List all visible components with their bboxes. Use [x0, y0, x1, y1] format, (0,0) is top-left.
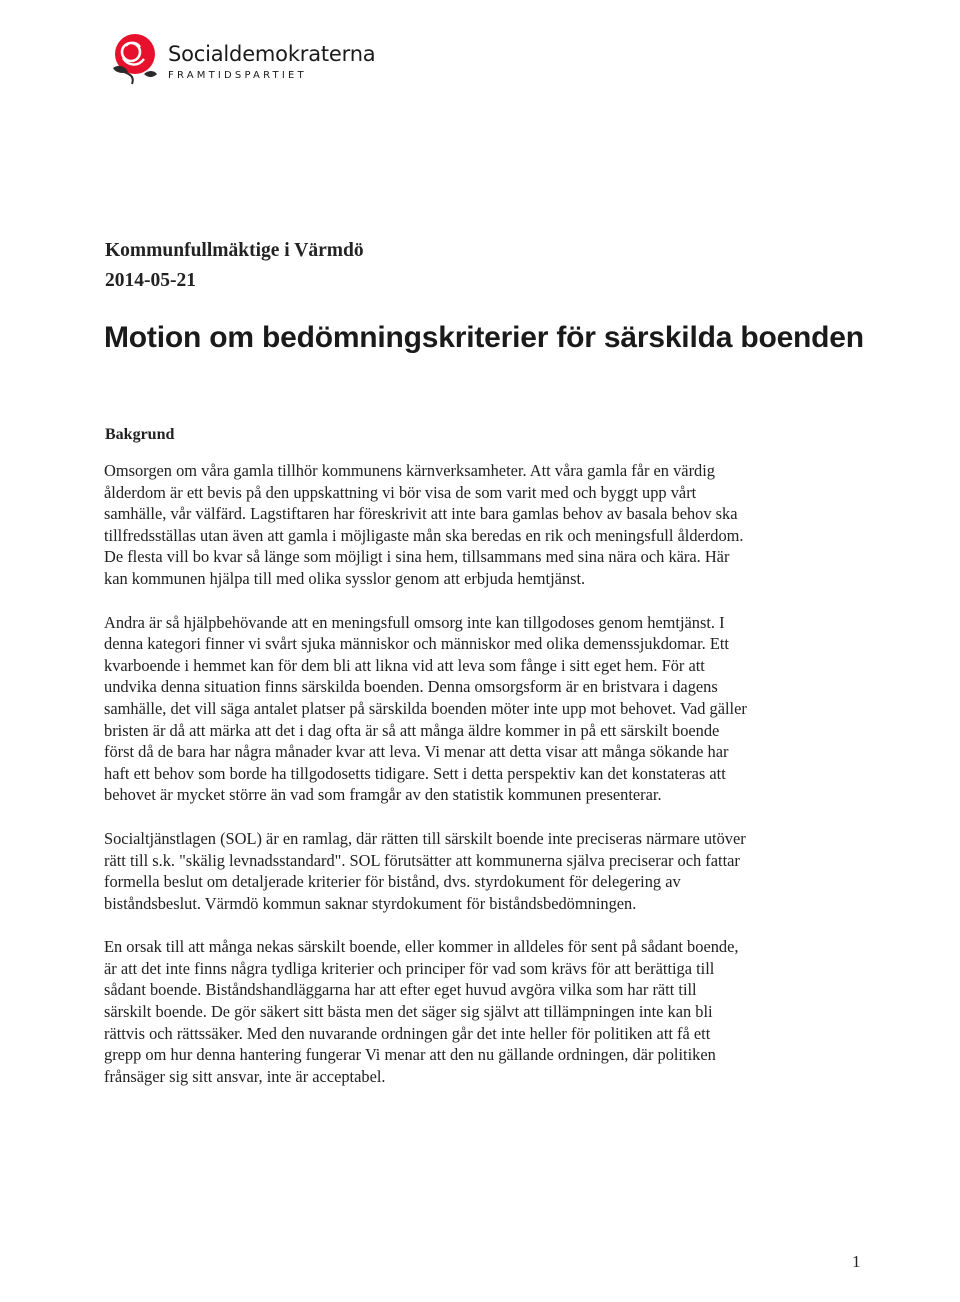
text-line: Andra är så hjälpbehövande att en meningsfull omsorg inte kan tillgodoses genom hemtjänst. I: [104, 612, 725, 632]
text-line: ålderdom är ett bevis på den uppskattning vi bör visa de som varit med och byggt upp vårt: [104, 482, 697, 502]
document-body: [104, 460, 874, 1087]
section-heading: Bakgrund: [105, 426, 175, 443]
text-line: samhälle, det vill säga antalet platser på särskilda boenden möter inte upp mot behovet. Vad gäller: [104, 698, 747, 718]
page-number: 1: [852, 1252, 861, 1271]
text-line: är att det inte finns några tydliga kriterier och principer för vad som krävs för att berättiga till: [104, 958, 715, 978]
text-line: bristen är då att märka att det i dag ofta är så att många äldre kommer in på ett särskilt boende: [104, 720, 720, 740]
text-line: denna kategori finner vi svårt sjuka människor och människor med olika demenssjukdomar. Ett: [104, 634, 729, 654]
rose-logo-icon: [104, 28, 162, 86]
document-title: Motion om bedömningskriterier för särskilda boenden: [104, 321, 864, 354]
text-line: biståndsbeslut. Värmdö kommun saknar styrdokument för biståndsbedömningen.: [104, 893, 637, 913]
text-line: formella beslut om detaljerade kriterier för bistånd, dvs. styrdokument för delegering av: [104, 872, 681, 892]
logo-text: [168, 42, 375, 81]
document-date: 2014-05-21: [105, 270, 196, 291]
text-line: särskilt boende. De gör säkert sitt bästa men det säger sig självt att tillämpningen inte kan bli: [104, 1002, 713, 1022]
paragraph: [104, 612, 874, 806]
text-line: undvika denna situation finns särskilda boenden. Denna omsorgsform är en bristvara i dagens: [104, 677, 718, 697]
text-line: haft ett behov som borde ha tillgodosetts tidigare. Sett i detta perspektiv kan det konstateras att: [104, 763, 726, 783]
text-line: samhälle, vår välfärd. Lagstiftaren har föreskrivit att inte bara gamlas behov av basala behov ska: [104, 504, 738, 524]
text-line: rätt till s.k. "skälig levnadsstandard". SOL förutsätter att kommunerna själva preciserar och fattar: [104, 850, 740, 870]
document-meta: [105, 236, 364, 296]
text-line: behovet är mycket större än vad som framgår av den statistik kommunen presenterar.: [104, 785, 662, 805]
text-line: rättvis och rättssäker. Med den nuvarande ordningen går det inte heller för politiken att få ett: [104, 1023, 711, 1043]
text-line: Socialtjänstlagen (SOL) är en ramlag, där rätten till särskilt boende inte preciseras närmare utöver: [104, 828, 746, 848]
text-line: grepp om hur denna hantering fungerar Vi menar att den nu gällande ordningen, där politiken: [104, 1045, 716, 1065]
text-line: Omsorgen om våra gamla tillhör kommunens kärnverksamheter. Att våra gamla får en värdig: [104, 461, 715, 480]
text-line: De flesta vill bo kvar så länge som möjligt i sina hem, tillsammans med sina nära och kära. Här: [104, 547, 730, 567]
logo-name: Socialdemokraterna: [168, 42, 376, 66]
text-line: frånsäger sig sitt ansvar, inte är acceptabel.: [104, 1066, 386, 1086]
text-line: kvarboende i hemmet kan för dem bli att likna vid att leva som fånge i sitt eget hem. För att: [104, 655, 705, 675]
paragraph: [104, 460, 874, 590]
paragraph: [104, 936, 874, 1087]
paragraph: [104, 828, 874, 914]
text-line: tillfredsställas utan även att gamla i möjligaste mån ska beredas en rik och meningsfull ålderdom.: [104, 525, 744, 545]
meeting-body: Kommunfullmäktige i Värmdö: [105, 240, 364, 261]
text-line: först då de bara har några månader kvar att leva. Vi menar att detta visar att många sökande har: [104, 742, 729, 762]
party-logo: [104, 28, 375, 86]
logo-subtitle: FRAMTIDSPARTIET: [168, 70, 307, 81]
text-line: sådant boende. Biståndshandläggarna har att efter eget huvud avgöra vilka som har rätt till: [104, 980, 697, 1000]
text-line: En orsak till att många nekas särskilt boende, eller kommer in alldeles för sent på sådant boende,: [104, 937, 739, 957]
text-line: kan kommunen hjälpa till med olika sysslor genom att erbjuda hemtjänst.: [104, 568, 586, 588]
